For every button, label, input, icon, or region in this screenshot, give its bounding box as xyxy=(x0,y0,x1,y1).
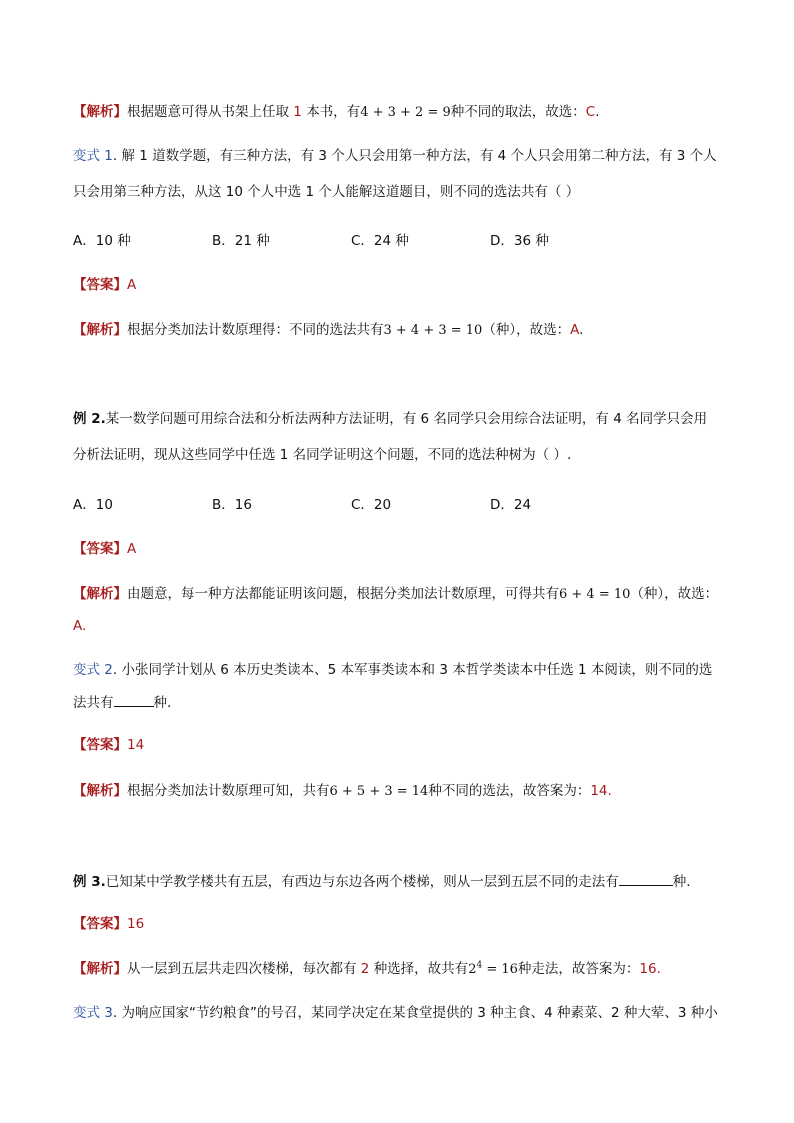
analysis-text: 种不同的选法，故答案为： xyxy=(428,783,591,799)
answer-value: 16. xyxy=(639,961,661,977)
option-b: B．21 种 xyxy=(212,233,270,249)
answer-tag: 【答案】 xyxy=(73,737,127,753)
answer-value: A xyxy=(127,277,137,293)
question-line xyxy=(73,182,724,202)
answer-line xyxy=(73,735,724,755)
analysis-text: 由题意，每一种方法都能证明该问题，根据分类加法计数原理，可得共有 xyxy=(127,586,559,602)
analysis-line xyxy=(73,959,724,979)
answer-value: 14 xyxy=(127,737,145,753)
analysis-text: 本书，有 xyxy=(306,104,361,120)
question-line xyxy=(73,1003,724,1023)
analysis-line xyxy=(73,616,724,636)
fill-blank xyxy=(114,691,154,707)
analysis-text: 种走法，故答案为： xyxy=(517,961,640,977)
answer-tag: 【答案】 xyxy=(73,916,127,932)
question-line xyxy=(73,870,724,890)
analysis-tag: 【解析】 xyxy=(73,783,127,799)
option-b: B．16 xyxy=(212,497,252,513)
analysis-tag: 【解析】 xyxy=(73,104,127,120)
analysis-line xyxy=(73,102,724,122)
analysis-text: 根据分类加法计数原理得：不同的选法共有 xyxy=(127,322,384,338)
formula: 4 + 3 + 2 = 9 xyxy=(360,105,451,120)
analysis-line xyxy=(73,320,724,340)
question-text: 某一数学问题可用综合法和分析法两种方法证明，有 6 名同学只会用综合法证明，有 4 名同学只会用 xyxy=(105,411,708,427)
analysis-line xyxy=(73,584,724,604)
analysis-text: 根据题意可得从书架上任取 xyxy=(127,104,289,120)
question-line xyxy=(73,445,724,465)
answer-tag: 【答案】 xyxy=(73,277,127,293)
analysis-tag: 【解析】 xyxy=(73,322,127,338)
question-line xyxy=(73,691,724,711)
example-label: 例 3. xyxy=(73,874,106,890)
option-d: D．24 xyxy=(490,497,532,513)
variant-label: 变式 1 xyxy=(73,148,113,164)
period: . xyxy=(595,104,600,120)
option-a: A．10 种 xyxy=(73,233,131,249)
formula: 6 + 5 + 3 = 14 xyxy=(329,784,429,799)
analysis-line xyxy=(73,781,724,801)
formula: 3 + 4 + 3 = 10 xyxy=(383,323,483,338)
formula-result: = 16 xyxy=(482,962,518,977)
option-c: C．24 种 xyxy=(351,233,409,249)
question-text: 种. xyxy=(672,874,691,890)
option-a: A．10 xyxy=(73,497,113,513)
question-text: . 解 1 道数学题，有三种方法，有 3 个人只会用第一种方法，有 4 个人只会用第二种方法，有 3 个人 xyxy=(112,148,717,164)
analysis-text: 从一层到五层共走四次楼梯，每次都有 xyxy=(127,961,357,977)
highlight-number: 2 xyxy=(360,961,370,977)
question-text: 分析法证明，现从这些同学中任选 1 名同学证明这个问题，不同的选法种树为（ ）. xyxy=(73,447,572,463)
answer-tag: 【答案】 xyxy=(73,541,127,557)
example-label: 例 2. xyxy=(73,411,106,427)
option-d: D．36 种 xyxy=(490,233,549,249)
formula xyxy=(468,962,518,977)
analysis-tag: 【解析】 xyxy=(73,586,127,602)
answer-letter: C xyxy=(585,104,596,120)
period: . xyxy=(579,322,584,338)
analysis-tag: 【解析】 xyxy=(73,961,127,977)
answer-line xyxy=(73,539,724,559)
answer-letter: A. xyxy=(73,618,87,634)
variant-label: 变式 3 xyxy=(73,1005,113,1021)
question-text: 种. xyxy=(153,695,172,711)
fill-blank xyxy=(619,870,673,886)
question-line xyxy=(73,146,724,166)
answer-value: A xyxy=(127,541,137,557)
analysis-text: （种），故选： xyxy=(630,586,719,602)
highlight-number: 1 xyxy=(293,104,302,120)
formula: 6 + 4 = 10 xyxy=(559,587,631,602)
formula-base: 2 xyxy=(468,962,477,977)
variant-label: 变式 2 xyxy=(73,662,113,678)
question-line xyxy=(73,660,724,680)
answer-letter: A xyxy=(570,322,580,338)
question-text: 法共有 xyxy=(73,695,114,711)
answer-value: 16 xyxy=(127,916,145,932)
analysis-text: 种不同的取法，故选： xyxy=(450,104,586,120)
question-text: 只会用第三种方法，从这 10 个人中选 1 个人能解这道题目，则不同的选法共有（ ） xyxy=(73,184,580,200)
options-row xyxy=(73,495,724,515)
analysis-text: （种），故选： xyxy=(482,322,571,338)
option-c: C．20 xyxy=(351,497,392,513)
answer-line xyxy=(73,914,724,934)
analysis-text: 根据分类加法计数原理可知，共有 xyxy=(127,783,330,799)
analysis-text: 种选择，故共有 xyxy=(373,961,469,977)
answer-value: 14. xyxy=(590,783,612,799)
answer-line xyxy=(73,275,724,295)
formula-exponent: 4 xyxy=(476,960,483,971)
options-row xyxy=(73,231,724,251)
question-text: 已知某中学教学楼共有五层，有西边与东边各两个楼梯，则从一层到五层不同的走法有 xyxy=(105,874,619,890)
question-text: . 为响应国家“节约粮食”的号召，某同学决定在某食堂提供的 3 种主食、4 种素菜、2 种大荤、3 种小 xyxy=(112,1005,718,1021)
question-text: . 小张同学计划从 6 本历史类读本、5 本军事类读本和 3 本哲学类读本中任选 1 本阅读，则不同的选 xyxy=(112,662,713,678)
question-line xyxy=(73,409,724,429)
